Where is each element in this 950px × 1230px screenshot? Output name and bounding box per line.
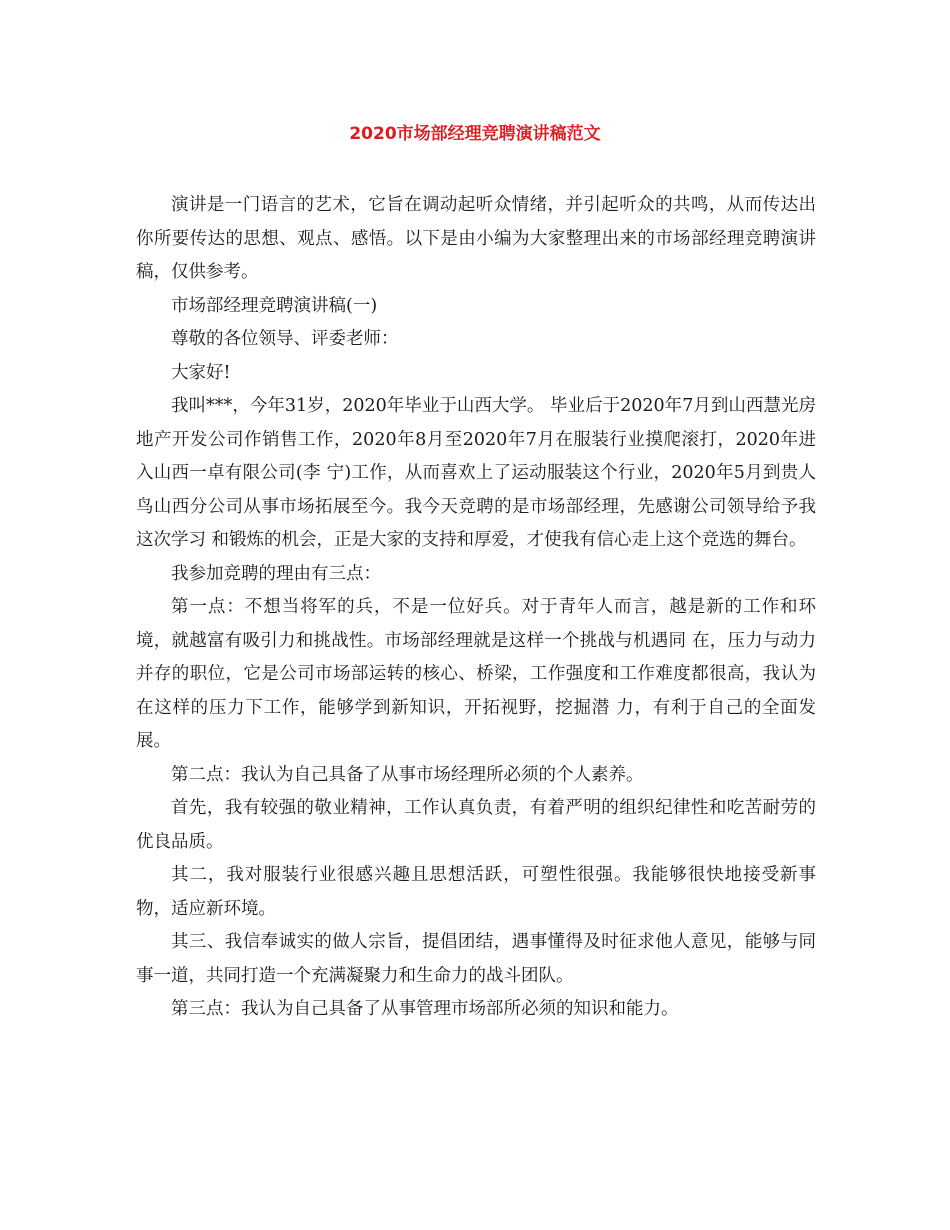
document-body — [136, 189, 816, 1027]
paragraph-subtitle: 市场部经理竞聘演讲稿(一) — [171, 295, 378, 316]
paragraph-point-three: 第三点：我认为自己具备了从事管理市场部所必须的知识和能力。 — [171, 999, 679, 1019]
paragraph-third: 其三、我信奉诚实的做人宗旨，提倡团结，遇事懂得及时征求他人意见，能够与同事一道，共同打造一个充满凝聚力和生命力的战斗团队。 — [136, 932, 816, 986]
paragraph-second: 其二，我对服装行业很感兴趣且思想活跃，可塑性很强。我能够很快地接受新事物，适应新环境。 — [136, 865, 816, 919]
paragraph-salutation: 尊敬的各位领导、评委老师： — [171, 329, 399, 349]
paragraph-self-intro: 我叫***，今年31岁，2020年毕业于山西大学。 毕业后于2020年7月到山西慧光房地产开发公司作销售工作，2020年8月至2020年7月在服装行业摸爬滚打，2020年进入山西一卓有限公司(李 宁)工作，从而喜欢上了运动服装这个行业，2020年5月到贵人鸟山西分公司从事市场拓展至今。我今天竞聘的是市场部经理，先感谢公司领导给予我这次学习 和锻炼的机会，正是大家的支持和厚爱，才使我有信心走上这个竞选的舞台。 — [136, 396, 816, 550]
document-title: 2020市场部经理竞聘演讲稿范文 — [349, 124, 601, 144]
paragraph-point-two: 第二点：我认为自己具备了从事市场经理所必须的个人素养。 — [171, 764, 644, 785]
paragraph-point-one: 第一点：不想当将军的兵，不是一位好兵。对于青年人而言，越是新的工作和环境，就越富有吸引力和挑战性。市场部经理就是这样一个挑战与机遇同 在，压力与动力并存的职位，它是公司市场部运转的核心、桥梁，工作强度和工作难度都很高，我认为在这样的压力下工作，能够学到新知识，开拓视野，挖掘潜 力，有利于自己的全面发展。 — [136, 597, 816, 751]
paragraph-greeting: 大家好! — [171, 362, 231, 383]
paragraph-reasons-heading: 我参加竞聘的理由有三点： — [171, 563, 381, 584]
paragraph-first: 首先，我有较强的敬业精神，工作认真负责，有着严明的组织纪律性和吃苦耐劳的优良品质。 — [136, 798, 816, 852]
paragraph-intro: 演讲是一门语言的艺术，它旨在调动起听众情绪，并引起听众的共鸣，从而传达出你所要传达的思想、观点、感悟。以下是由小编为大家整理出来的市场部经理竞聘演讲稿，仅供参考。 — [136, 195, 816, 282]
